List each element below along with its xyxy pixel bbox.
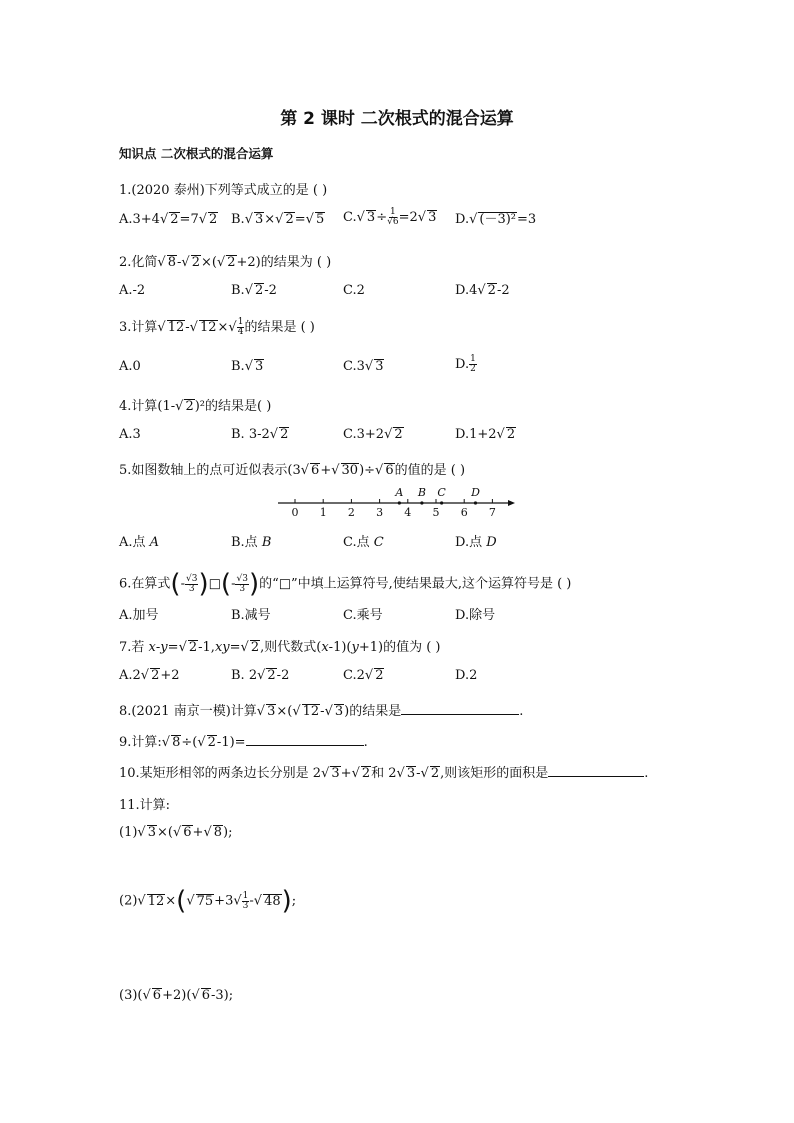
question-5-option-b[interactable]: B.点 B — [231, 535, 272, 550]
question-5-option-a[interactable]: A.点 A — [119, 535, 160, 550]
question-10: 10.某矩形相邻的两条边长分别是 2√ 3+√ 2和 2√ 3-√ 2,则该矩形的面积是 . — [119, 766, 649, 781]
question-7-option-a[interactable]: A.2√ 2+2 — [119, 668, 180, 683]
number-line-tick-label: 1 — [319, 506, 327, 519]
question-6-option-b[interactable]: B.减号 — [231, 608, 271, 623]
number-line-tick-label: 3 — [376, 506, 384, 519]
number-line — [278, 484, 518, 520]
question-8: 8.(2021 南京一模)计算√ 3×(√ 12-√ 3)的结果是 . — [119, 704, 524, 719]
question-2-option-a[interactable]: A.-2 — [119, 283, 146, 298]
question-1-option-d[interactable]: D.√ (－3)²=3 — [455, 212, 537, 227]
number-line-point-b — [420, 501, 423, 504]
question-6-option-d[interactable]: D.除号 — [455, 608, 496, 623]
question-6-option-a[interactable]: A.加号 — [119, 608, 159, 623]
number-line-point-d — [474, 501, 477, 504]
number-line-tick-label: 5 — [432, 506, 440, 519]
question-4-option-c[interactable]: C.3+2√ 2 — [343, 427, 403, 442]
question-4-option-d[interactable]: D.1+2√ 2 — [455, 427, 516, 442]
number-line-tick-label: 7 — [488, 506, 496, 519]
number-line-point-a — [398, 501, 401, 504]
number-line-point-label: D — [471, 486, 480, 499]
number-line-arrow — [508, 500, 515, 506]
question-6-option-c[interactable]: C.乘号 — [343, 608, 383, 623]
section-heading: 知识点 二次根式的混合运算 — [119, 146, 274, 161]
question-2-option-c[interactable]: C.2 — [343, 283, 365, 298]
answer-blank-10[interactable] — [548, 764, 644, 777]
question-5-option-d[interactable]: D.点 D — [455, 535, 497, 550]
question-7-option-b[interactable]: B. 2√ 2-2 — [231, 668, 290, 683]
question-2-option-d[interactable]: D.4√ 2-2 — [455, 283, 510, 298]
question-1-option-c[interactable]: C.√ 3÷ $\frac{1}{√6}$ =2√ 3 — [343, 207, 437, 227]
question-5-stem: 5.如图数轴上的点可近似表示(3√ 6+√ 30)÷√ 6的值的是 ( ) — [119, 463, 466, 478]
number-line-point-label: B — [417, 486, 426, 499]
number-line-tick-label: 4 — [404, 506, 412, 519]
question-2-stem: 2.化简√ 8-√ 2×(√ 2+2)的结果为 ( ) — [119, 255, 332, 270]
question-3-stem: 3.计算√ 12-√ 12×√ $\frac{1}{4}$ 的结果是 ( ) — [119, 317, 315, 337]
number-line-point-c — [440, 501, 443, 504]
question-5-option-c[interactable]: C.点 C — [343, 535, 384, 550]
number-line-tick-label: 6 — [460, 506, 468, 519]
question-7-option-d[interactable]: D.2 — [455, 668, 478, 683]
question-2-option-b[interactable]: B.√ 2-2 — [231, 283, 277, 298]
question-3-option-c[interactable]: C.3√ 3 — [343, 359, 384, 374]
question-4-stem: 4.计算(1-√ 2)²的结果是( ) — [119, 399, 272, 414]
question-9: 9.计算:√ 8÷(√ 2-1)= . — [119, 735, 368, 750]
question-3-option-d[interactable]: D. $\frac{1}{2}$ — [455, 354, 476, 374]
question-1-option-b[interactable]: B.√ 3×√ 2=√ 5 — [231, 212, 325, 227]
number-line-tick-label: 0 — [291, 506, 299, 519]
question-3-option-a[interactable]: A.0 — [119, 359, 141, 374]
question-4-option-b[interactable]: B. 3-2√ 2 — [231, 427, 289, 442]
question-4-option-a[interactable]: A.3 — [119, 427, 141, 442]
number-line-point-label: A — [395, 486, 404, 499]
answer-blank-8[interactable] — [401, 702, 519, 715]
question-1-option-a[interactable]: A.3+4√ 2=7√ 2 — [119, 212, 218, 227]
question-1-stem: 1.(2020 泰州)下列等式成立的是 ( ) — [119, 183, 328, 198]
question-7-option-c[interactable]: C.2√ 2 — [343, 668, 384, 683]
fraction: $\frac{1}{√6}$ — [387, 207, 399, 227]
number-line-point-label: C — [437, 486, 446, 499]
question-11-part-2: (2)√ 12×(√ 75+3√ $\frac{1}{3}$ -√ 48); — [119, 886, 297, 916]
question-11-part-1: (1)√ 3×(√ 6+√ 8); — [119, 825, 233, 840]
answer-blank-9[interactable] — [246, 733, 364, 746]
number-line-tick-label: 2 — [347, 506, 355, 519]
question-3-option-b[interactable]: B.√ 3 — [231, 359, 264, 374]
question-11-part-3: (3)(√ 6+2)(√ 6-3); — [119, 988, 234, 1003]
question-7-stem: 7.若 x-y=√ 2-1,xy=√ 2,则代数式(x-1)(y+1)的值为 ( ) — [119, 640, 441, 655]
question-6-stem: 6.在算式(- $\frac{√3}{3}$ )□(- $\frac{√3}{3}$ )的“□”中填上运算符号,使结果最大,这个运算符号是 ( ) — [119, 569, 572, 599]
page-title: 第 2 课时 二次根式的混合运算 — [280, 109, 514, 129]
question-11-stem: 11.计算: — [119, 798, 171, 813]
